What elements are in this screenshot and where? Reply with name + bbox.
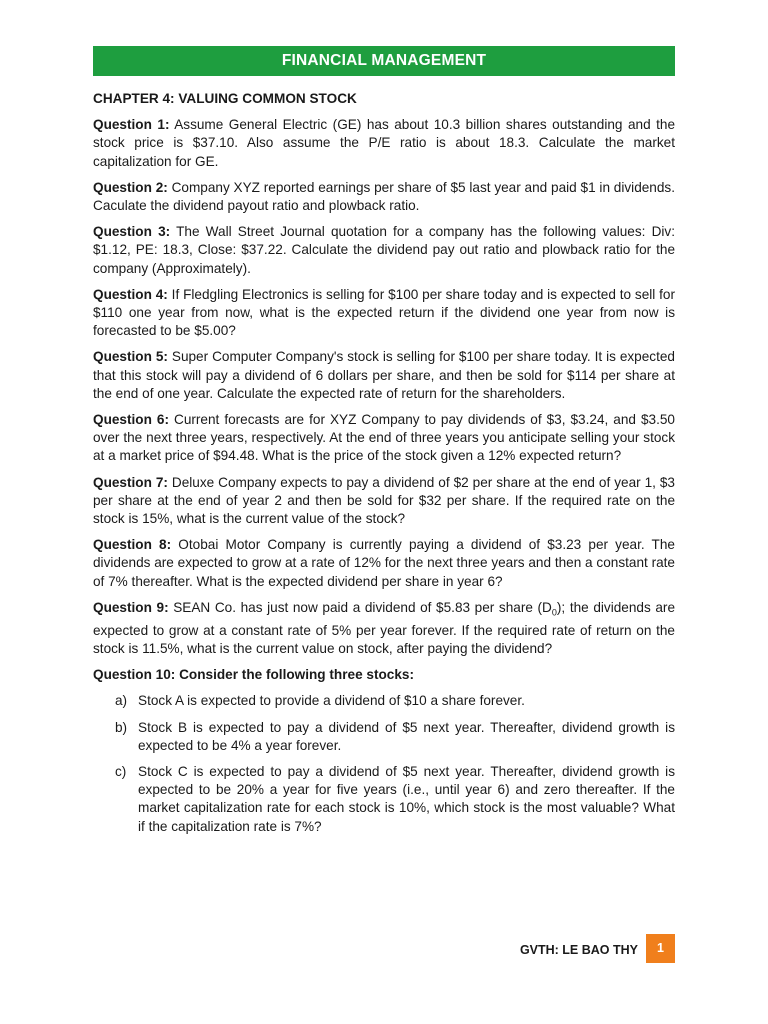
document-title-banner: FINANCIAL MANAGEMENT xyxy=(93,46,675,76)
question-label: Question 4: xyxy=(93,286,168,302)
question-text: The Wall Street Journal quotation for a company has the following values: Div: $1.12, PE: 18.3, Close: $37.22. Calculate the dividend pay out ratio and plowback ratio for the company (Approximately). xyxy=(93,224,675,276)
question-label: Question 3: xyxy=(93,224,171,240)
question-text: Deluxe Company expects to pay a dividend of $2 per share at the end of year 1, $3 per share at the end of year 2 and then be sold for $32 per share. If the required rate on the stock is 15%, what is the current value of the stock? xyxy=(93,474,675,527)
question-6 xyxy=(93,411,675,466)
question-text: Company XYZ reported earnings per share of $5 last year and paid $1 in dividends. Caculate the dividend payout ratio and plowback ratio. xyxy=(93,179,676,214)
question-text: Assume General Electric (GE) has about 10.3 billion shares outstanding and the stock price is $37.10. Also assume the P/E ratio is about 18.3. Calculate the market capitalization for GE. xyxy=(93,117,675,169)
question-text: ); the dividends are expected to grow at a constant rate of 5% per year forever. If the required rate of return on the stock is 11.5%, what is the current value on stock, after paying the dividend? xyxy=(93,599,675,656)
list-item-label: c) xyxy=(115,764,127,780)
question-text: If Fledgling Electronics is selling for $100 per share today and is expected to sell for $110 one year from now, what is the expected return if the dividend one year from now is forecasted to be $5.00? xyxy=(93,286,676,339)
question-label: Question 5: xyxy=(93,349,168,365)
question-5 xyxy=(93,348,675,403)
document-body xyxy=(93,90,675,844)
page-number: 1 xyxy=(646,934,675,963)
chapter-heading: CHAPTER 4: VALUING COMMON STOCK xyxy=(93,91,357,106)
question-3 xyxy=(93,223,675,278)
list-item xyxy=(93,763,675,836)
question-text: Otobai Motor Company is currently paying a dividend of $3.23 per year. The dividends are expected to grow at a rate of 12% for the next three years and then a constant rate of 7% thereafter. What is the expected dividend per share in year 6? xyxy=(93,537,675,589)
question-label: Question 6: xyxy=(93,412,169,428)
subscript: 0 xyxy=(551,607,557,618)
question-7 xyxy=(93,474,675,529)
question-8 xyxy=(93,536,675,591)
question-label: Question 7: xyxy=(93,474,168,490)
question-4 xyxy=(93,286,675,341)
question-text: SEAN Co. has just now paid a dividend of $5.83 per share (D xyxy=(168,599,552,615)
list-item-text: Stock B is expected to pay a dividend of $5 next year. Thereafter, dividend growth is expected to be 4% a year forever. xyxy=(138,719,675,753)
list-item-text: Stock A is expected to provide a dividend of $10 a share forever. xyxy=(138,693,525,709)
question-9 xyxy=(93,599,675,658)
question-10-heading: Question 10: Consider the following three stocks: xyxy=(93,667,415,683)
question-label: Question 1: xyxy=(93,117,170,133)
question-text: Super Computer Company's stock is selling for $100 per share today. It is expected that this stock will pay a dividend of 6 dollars per share, and then be sold for $114 per share at the end of one year. Calculate the expected rate of return for the shareholders. xyxy=(93,349,675,401)
question-label: Question 2: xyxy=(93,179,168,195)
footer-author: GVTH: LE BAO THY xyxy=(519,943,638,957)
question-label: Question 8: xyxy=(93,537,172,553)
list-item xyxy=(93,719,675,755)
list-item-text: Stock C is expected to pay a dividend of $5 next year. Thereafter, dividend growth is expected to be 20% a year for five years (i.e., until year 6) and zero thereafter. If the market capitalization rate for each stock is 10%, which stock is the most valuable? What if the capitalization rate is 7%? xyxy=(138,764,675,834)
list-item-label: b) xyxy=(115,719,128,735)
question-2 xyxy=(93,179,675,215)
question-text: Current forecasts are for XYZ Company to pay dividends of $3, $3.24, and $3.50 over the next three years, respectively. At the end of three years you anticipate selling your stock at a market price of $94.48. What is the price of the stock given a 12% expected return? xyxy=(93,412,675,464)
question-label: Question 9: xyxy=(93,599,169,615)
list-item xyxy=(93,692,675,710)
list-item-label: a) xyxy=(115,693,128,709)
question-1 xyxy=(93,116,675,171)
